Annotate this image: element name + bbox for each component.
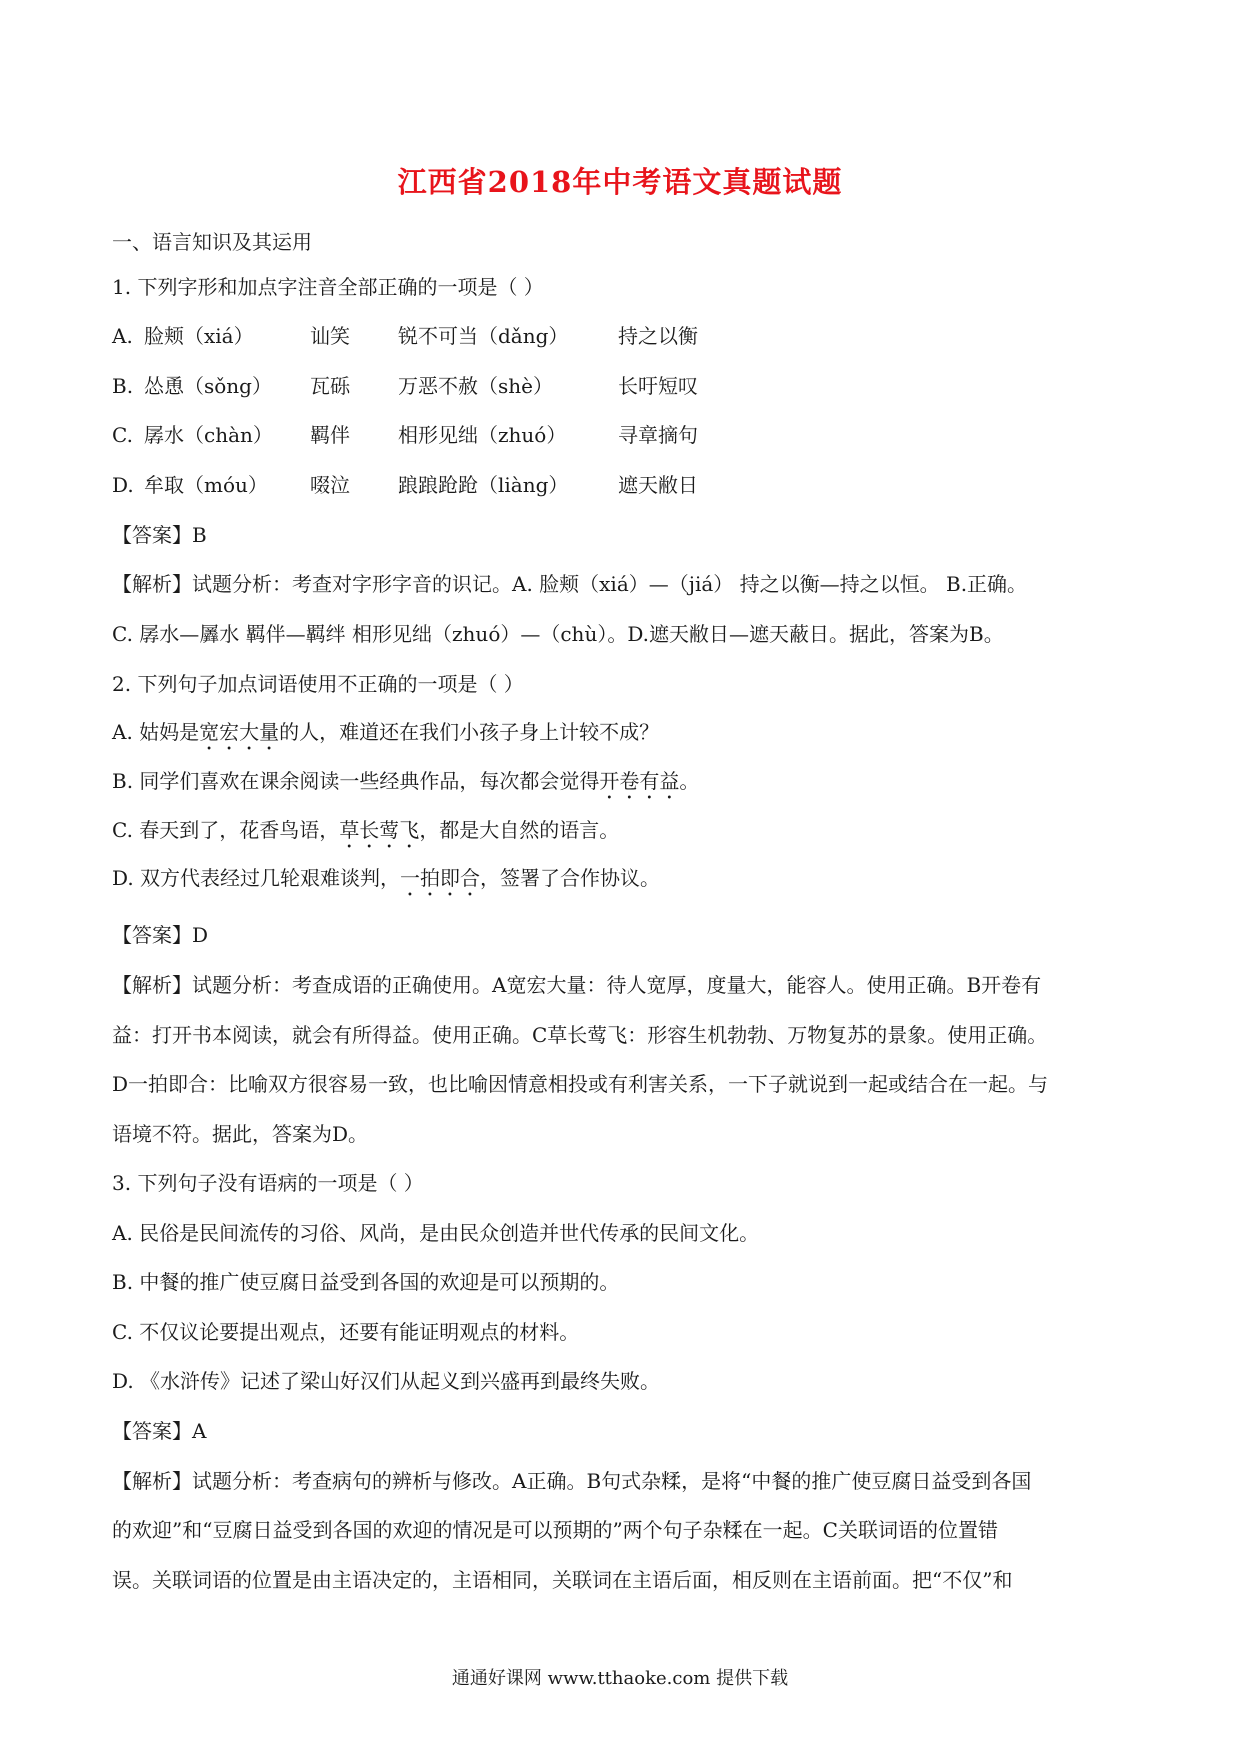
- question-2-stem: 2. 下列句子加点词语使用不正确的一项是（ ）: [112, 672, 524, 696]
- q2-analysis-line-2: 益：打开书本阅读，就会有所得益。使用正确。C草长莺飞：形容生机勃勃、万物复苏的景象。使用正确。: [112, 1023, 1048, 1047]
- q2-option-a: A. 姑妈是宽宏大量的人，难道还在我们小孩子身上计较不成？: [112, 720, 660, 744]
- q1-analysis-line-1: 【解析】试题分析：考查对字形字音的识记。A. 脸颊（xiá）—（jiá） 持之以衡—持之以恒。 B.正确。: [112, 572, 1028, 596]
- q3-analysis-line-1: 【解析】试题分析：考查病句的辨析与修改。A正确。B句式杂糅，是将“中餐的推广使豆腐日益受到各国: [112, 1469, 1032, 1493]
- q2-dotted-idiom: 一拍即合: [400, 866, 481, 890]
- q3-option-c: C. 不仅议论要提出观点，还要有能证明观点的材料。: [112, 1320, 580, 1344]
- q1-answer: 【答案】B: [112, 523, 207, 547]
- page-footer: 通通好课网 www.tthaoke.com 提供下载: [451, 1668, 789, 1689]
- document-page: 江西省2018年中考语文真题试题 一、语言知识及其运用 1. 下列字形和加点字注音全部正确的一项是（ ） A. 脸颊（xiá） 讪笑 锐不可当（dǎng） 持之以衡 B. 怂恿（sǒng） 瓦砾 万恶不赦（shè） 长吁短叹 C. 孱水（chàn） 羁伴 相形见绌（zhuó） 寻章摘句 D. 牟取（móu） 啜泣 踉踉跄跄（liàng） 遮天敝日 【答案】B 【解析】试题分析：考查对字形字音的识记。A. 脸颊（xiá）—（jiá） 持之以衡—持之以恒。 B.正确。 C. 孱水—羼水 羁伴—羁绊 相形见绌（zhuó）—（chù）。D.遮天敝日—遮天蔽日。据此，答案为B。 2. 下列句子加点词语使用不正确的一项是（ ） A. 姑妈是宽宏大量的人，难道还在我们小孩子身上计较不成？ B. 同学们喜欢在课余阅读一些经典作品，每次都会觉得开卷有益。 C. 春天到了，花香鸟语，草长莺飞，都是大自然的语言。 D. 双方代表经过几轮艰难谈判，一拍即合，签署了合作协议。 【答案】D 【解析】试题分析：考查成语的正确使用。A宽宏大量：待人宽厚，度量大，能容人。使用正确。B开卷有 益：打开书本阅读，就会有所得益。使用正确。C草长莺飞：形容生机勃勃、万物复苏的景象。使用正确。 D一拍即合：比喻双方很容易一致，也比喻因情意相投或有利害关系，一下子就说到一起或结合在一起。与 语境不符。据此，答案为D。 3. 下列句子没有语病的一项是（ ） A. 民俗是民间流传的习俗、风尚，是由民众创造并世代传承的民间文化。 B. 中餐的推广使豆腐日益受到各国的欢迎是可以预期的。 C. 不仅议论要提出观点，还要有能证明观点的材料。 D. 《水浒传》记述了梁山好汉们从起义到兴盛再到最终失败。 【答案】A 【解析】试题分析：考查病句的辨析与修改。A正确。B句式杂糅，是将“中餐的推广使豆腐日益受到各国 的欢迎”和“豆腐日益受到各国的欢迎的情况是可以预期的”两个句子杂糅在一起。C关联词语的位置错 误。关联词语的位置是由主语决定的，主语相同，关联词在主语后面，相反则在主语前面。把“不仅”和 通通好课网 www.tthaoke.com 提供下载: [0, 0, 1240, 1754]
- q1-analysis-line-2: C. 孱水—羼水 羁伴—羁绊 相形见绌（zhuó）—（chù）。D.遮天敝日—遮天蔽日。据此，答案为B。: [112, 622, 1004, 646]
- q3-answer: 【答案】A: [112, 1419, 207, 1443]
- q2-analysis-line-4: 语境不符。据此，答案为D。: [112, 1122, 369, 1146]
- q2-analysis-line-3: D一拍即合：比喻双方很容易一致，也比喻因情意相投或有利害关系，一下子就说到一起或结合在一起。与: [112, 1072, 1049, 1096]
- q2-dotted-idiom: 宽宏大量: [199, 720, 280, 744]
- q3-option-b: B. 中餐的推广使豆腐日益受到各国的欢迎是可以预期的。: [112, 1270, 620, 1294]
- section-heading: 一、语言知识及其运用: [112, 230, 312, 254]
- q2-dotted-idiom: 草长莺飞: [339, 818, 420, 842]
- question-3-stem: 3. 下列句子没有语病的一项是（ ）: [112, 1171, 424, 1195]
- q3-analysis-line-3: 误。关联词语的位置是由主语决定的，主语相同，关联词在主语后面，相反则在主语前面。把“不仅”和: [112, 1568, 1013, 1592]
- q2-analysis-line-1: 【解析】试题分析：考查成语的正确使用。A宽宏大量：待人宽厚，度量大，能容人。使用正确。B开卷有: [112, 973, 1042, 997]
- q3-option-d: D. 《水浒传》记述了梁山好汉们从起义到兴盛再到最终失败。: [112, 1369, 661, 1393]
- q3-option-a: A. 民俗是民间流传的习俗、风尚，是由民众创造并世代传承的民间文化。: [112, 1221, 760, 1245]
- q2-option-d: D. 双方代表经过几轮艰难谈判，一拍即合，签署了合作协议。: [112, 866, 661, 890]
- q2-option-b: B. 同学们喜欢在课余阅读一些经典作品，每次都会觉得开卷有益。: [112, 769, 700, 793]
- q2-dotted-idiom: 开卷有益: [599, 769, 680, 793]
- q2-option-c: C. 春天到了，花香鸟语，草长莺飞，都是大自然的语言。: [112, 818, 620, 842]
- page-title: 江西省2018年中考语文真题试题: [397, 165, 843, 199]
- question-1-stem: 1. 下列字形和加点字注音全部正确的一项是（ ）: [112, 275, 544, 299]
- q3-analysis-line-2: 的欢迎”和“豆腐日益受到各国的欢迎的情况是可以预期的”两个句子杂糅在一起。C关联词语的位置错: [112, 1518, 998, 1542]
- q2-answer: 【答案】D: [112, 923, 209, 947]
